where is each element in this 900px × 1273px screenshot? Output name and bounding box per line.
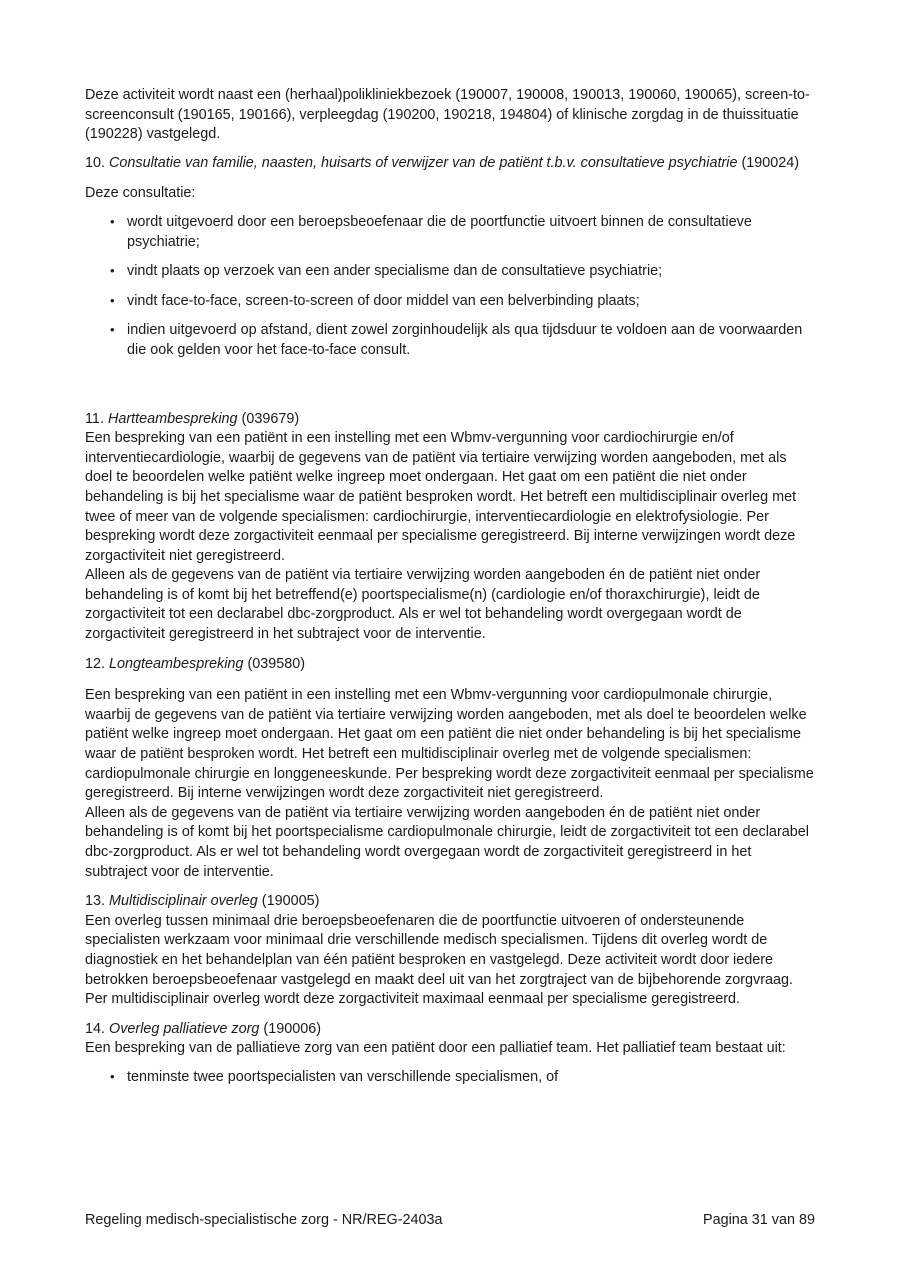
section-11-body [85, 429, 817, 645]
bullet-text: vindt face-to-face, screen-to-screen of door middel van een belverbinding plaats; [127, 292, 640, 309]
bullet-item [85, 292, 817, 312]
section-12-heading [85, 655, 817, 675]
section-11-paragraph-1: Een bespreking van een patiënt in een instelling met een Wbmv-vergunning voor cardiochirurgie en/of interventiecardiologie, waarbij de gegevens van de patiënt via tertiaire verwijzing worden aangeboden, met als doel te beoordelen welke patiënt welke ingreep moet ondergaan. Het gaat om een patiënt die niet onder behandeling is bij het specialisme waar de patiënt besproken wordt. Het betreft een multidisciplinair overleg met twee of meer van de volgende specialismen: cardiochirurgie, interventiecardiologie en elektrofysiologie. Per bespreking wordt deze zorgactiviteit eenmaal per specialisme geregistreerd. Bij interne verwijzingen wordt deze zorgactiviteit niet geregistreerd. [85, 430, 797, 564]
section-11-number: 11. [85, 410, 104, 427]
bullet-text: tenminste twee poortspecialisten van verschillende specialismen, of [127, 1068, 559, 1085]
section-12-body [85, 686, 817, 882]
bullet-item [85, 262, 817, 282]
bullet-text: wordt uitgevoerd door een beroepsbeoefenaar die de poortfunctie uitvoert binnen de consultatieve psychiatrie; [127, 213, 752, 250]
section-12-code: (039580) [247, 655, 306, 672]
section-11-paragraph-2: Alleen als de gegevens van de patiënt via tertiaire verwijzing worden aangeboden én de patiënt niet onder behandeling is of komt bij het betreffend(e) poortspecialisme(n) (cardiologie en/of thoraxchirurgie), leidt de zorgactiviteit tot een declarabel dbc-zorgproduct. Als er wel tot behandeling wordt overgegaan wordt de zorgactiviteit geregistreerd in het subtraject voor de interventie. [85, 567, 761, 643]
section-10-bullet-list [85, 213, 817, 361]
section-10-heading [85, 154, 817, 174]
section-14-title: Overleg palliatieve zorg [109, 1020, 260, 1037]
section-13-heading [85, 892, 817, 912]
section-13-body [85, 912, 817, 1010]
section-12-number: 12. [85, 655, 106, 672]
page-footer [85, 1211, 815, 1231]
section-14-number: 14. [85, 1020, 106, 1037]
section-14-code: (190006) [263, 1020, 322, 1037]
bullet-item [85, 1068, 817, 1088]
section-10-lead: Deze consultatie: [85, 185, 196, 202]
section-11-code: (039679) [241, 410, 300, 427]
section-10-number: 10. [85, 154, 106, 171]
section-14-body [85, 1039, 817, 1059]
bullet-item [85, 213, 817, 252]
section-14-heading [85, 1020, 817, 1040]
section-10-title: Consultatie van familie, naasten, huisarts of verwijzer van de patiënt t.b.v. consultatieve psychiatrie [109, 154, 738, 171]
section-13-code: (190005) [261, 893, 320, 910]
section-12-paragraph-2: Alleen als de gegevens van de patiënt via tertiaire verwijzing worden aangeboden én de patiënt niet onder behandeling is of komt bij het poortspecialisme cardiopulmonale chirurgie, leidt de zorgactiviteit tot een declarabel dbc-zorgproduct. Als er wel tot behandeling wordt overgegaan wordt de zorgactiviteit geregistreerd in het subtraject voor de interventie. [85, 804, 809, 880]
section-13-paragraph-1: Een overleg tussen minimaal drie beroepsbeoefenaren die de poortfunctie uitvoeren of ondersteunende specialisten werkzaam voor minimaal drie verschillende medisch specialismen. Tijdens dit overleg wordt de diagnostiek en het behandelplan van één patiënt besproken en vastgelegd. Deze activiteit wordt door iedere betrokken beroepsbeoefenaar vastgelegd en maakt deel uit van het zorgtraject van de bijbehorende zorgvraag. Per multidisciplinair overleg wordt deze zorgactiviteit maximaal eenmaal per specialisme geregistreerd. [85, 912, 794, 1008]
section-12-title: Longteambespreking [109, 655, 244, 672]
bullet-text: indien uitgevoerd op afstand, dient zowel zorginhoudelijk als qua tijdsduur te voldoen aan de voorwaarden die ook gelden voor het face-to-face consult. [127, 322, 803, 358]
section-11-title: Hartteambespreking [107, 410, 238, 427]
section-12-paragraph-1: Een bespreking van een patiënt in een instelling met een Wbmv-vergunning voor cardiopulmonale chirurgie, waarbij de gegevens van de patiënt via tertiaire verwijzing worden aangeboden, met als doel te beoordelen welke patiënt welke ingreep moet ondergaan. Het gaat om een patiënt die niet onder behandeling is bij het specialisme waar de patiënt besproken wordt. Het betreft een multidisciplinair overleg met de volgende specialismen: cardiopulmonale chirurgie en longgeneeskunde. Per bespreking wordt deze zorgactiviteit eenmaal per specialisme geregistreerd. Bij interne verwijzingen wordt deze zorgactiviteit niet geregistreerd. [85, 687, 814, 802]
page-content [85, 86, 817, 1098]
intro-paragraph: Deze activiteit wordt naast een (herhaal)polikliniekbezoek (190007, 190008, 190013, 190060, 190065), screen-to-screenconsult (190165, 190166), verpleegdag (190200, 190218, 194804) of klinische zorgdag in de thuissituatie (190228) vastgelegd. [85, 87, 810, 143]
footer-page-number: Pagina 31 van 89 [702, 1212, 815, 1228]
footer-document-title: Regeling medisch-specialistische zorg - NR/REG-2403a [85, 1212, 443, 1228]
bullet-text: vindt plaats op verzoek van een ander specialisme dan de consultatieve psychiatrie; [127, 263, 663, 280]
section-10-code: (190024) [741, 154, 800, 171]
section-13-title: Multidisciplinair overleg [109, 893, 258, 910]
section-13-number: 13. [85, 893, 106, 910]
section-11-heading [85, 410, 817, 430]
section-14-bullet-list [85, 1068, 817, 1088]
bullet-item [85, 321, 817, 360]
section-14-paragraph-1: Een bespreking van de palliatieve zorg van een patiënt door een palliatief team. Het palliatief team bestaat uit: [85, 1040, 786, 1057]
